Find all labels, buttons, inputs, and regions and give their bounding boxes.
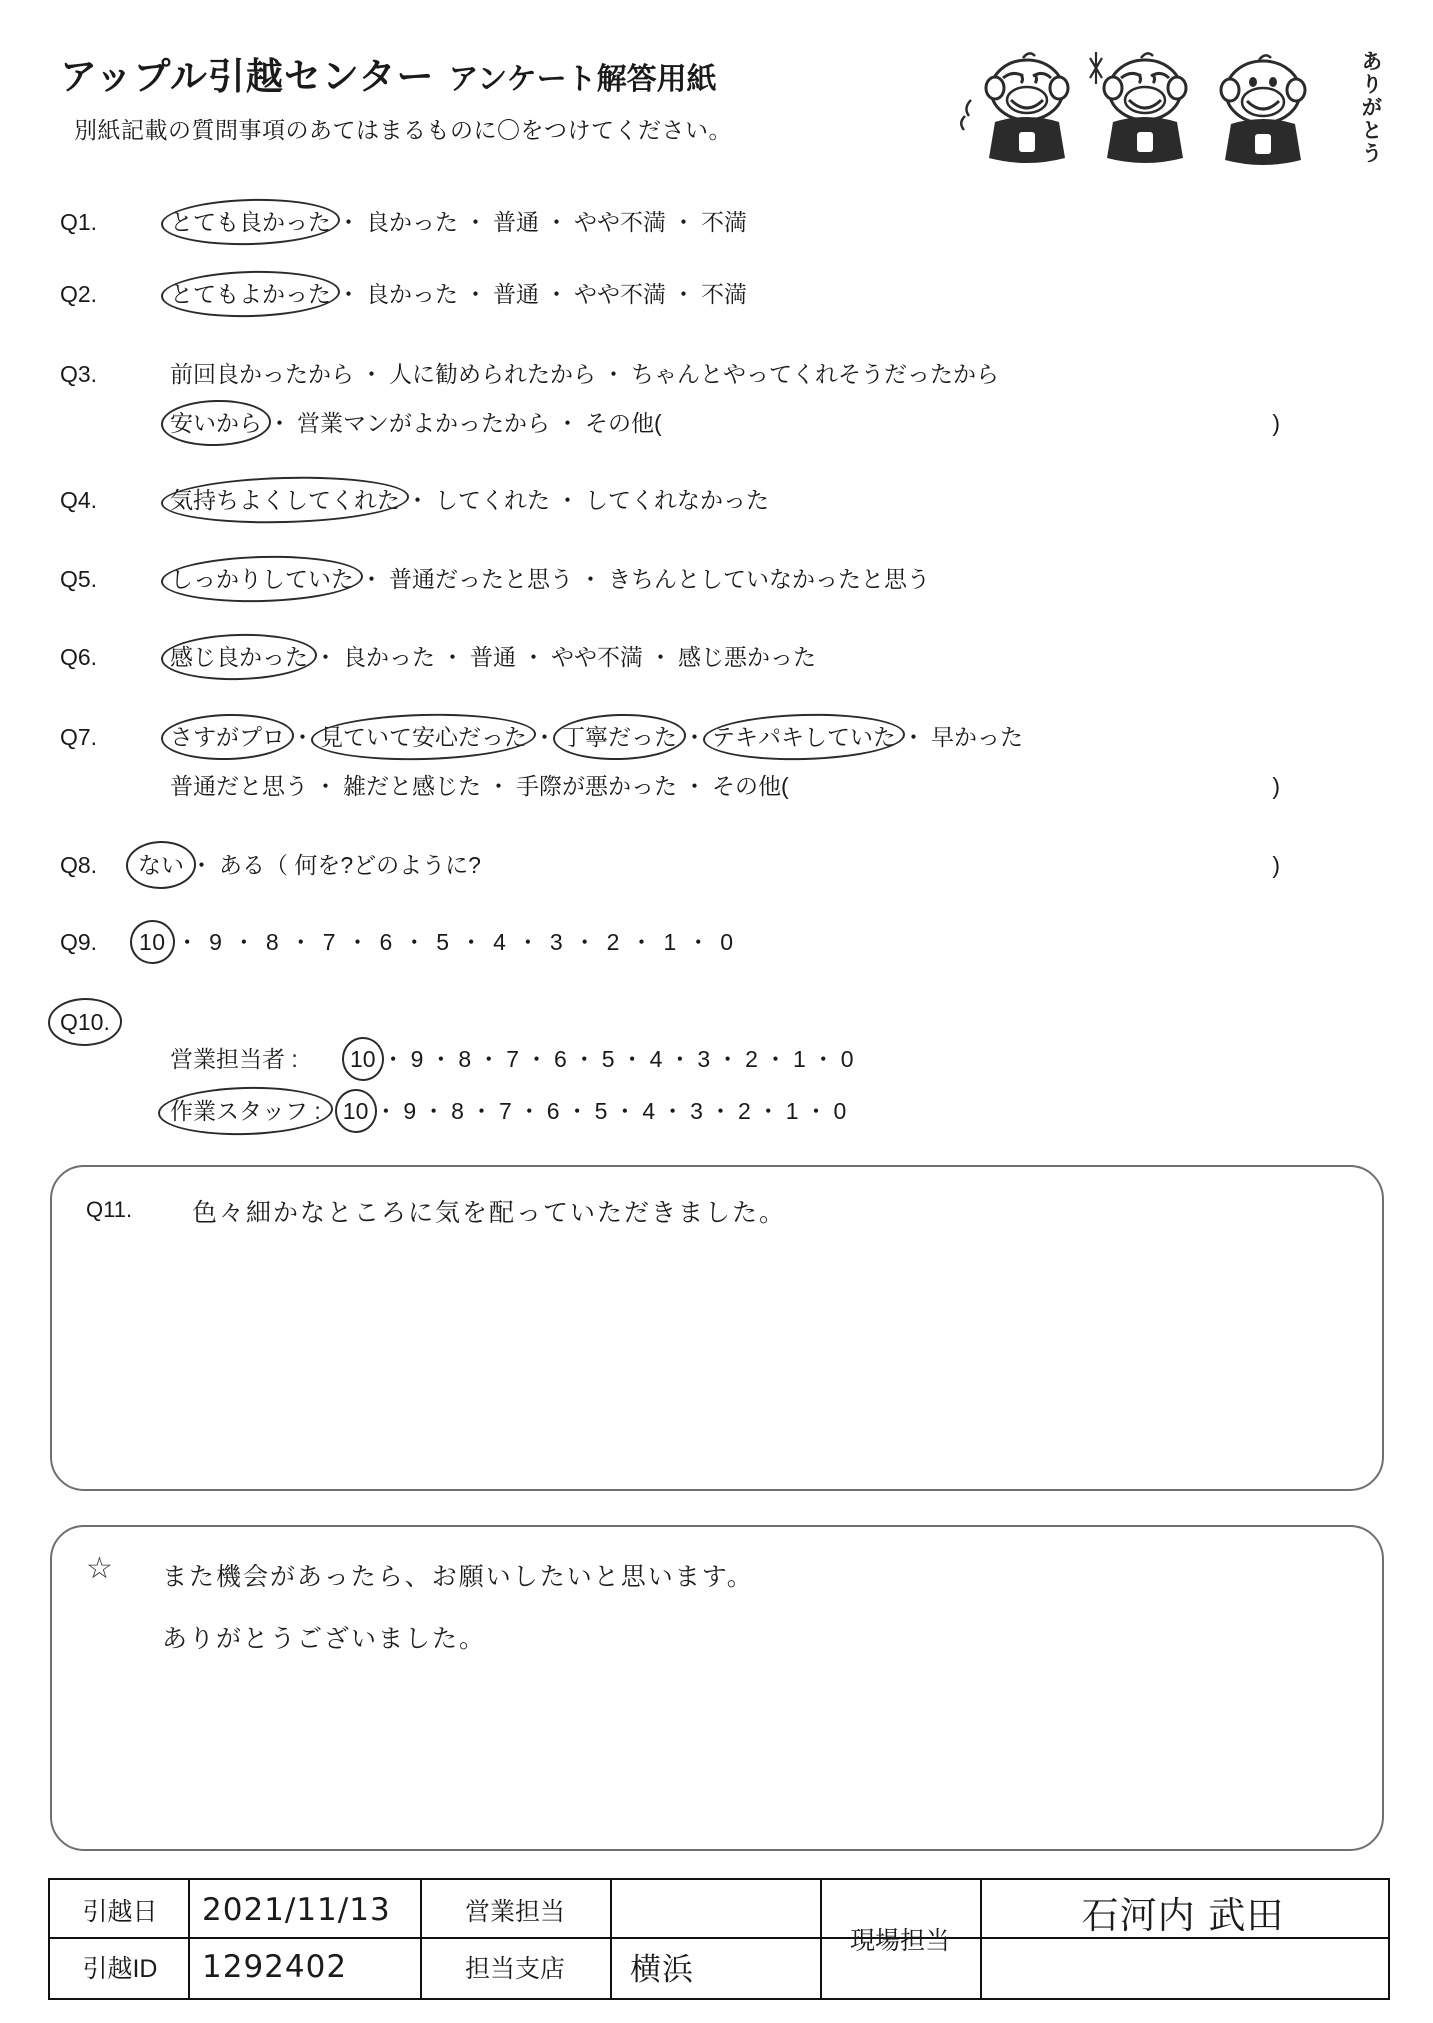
q5-label: Q5. [60, 566, 98, 592]
free-comment-box[interactable] [50, 1525, 1384, 1851]
q9-value-0[interactable]: 0 [720, 929, 734, 955]
q10-staff-value-4[interactable]: 4 [642, 1098, 656, 1124]
q2-option-0[interactable]: とてもよかった [170, 277, 331, 312]
q2-option-3[interactable]: やや不満 [574, 281, 666, 307]
page-header [60, 46, 960, 145]
q1-option-2[interactable]: 普通 [493, 209, 539, 235]
q10-sales-value-8[interactable]: 8 [458, 1045, 472, 1072]
company-name: アップル引越センター [60, 56, 435, 97]
q10-staff-value-5[interactable]: 5 [594, 1098, 608, 1124]
q10-staff-value-2[interactable]: 2 [737, 1098, 751, 1124]
footer-divider-3 [610, 1880, 612, 1998]
footer-label-sales-rep: 営業担当 [464, 1897, 565, 1926]
q3-other-close-paren: ) [1272, 409, 1280, 436]
q10-staff-label: 作業スタッフ : [170, 1094, 321, 1129]
q10-staff-value-7[interactable]: 7 [498, 1098, 512, 1124]
page-title [60, 46, 960, 100]
question-q6 [60, 640, 1380, 675]
q7-option-6[interactable]: 雑だと感じた [343, 772, 481, 799]
q9-value-9[interactable]: 9 [209, 929, 223, 955]
monkey-mascots-icon [957, 44, 1387, 174]
q7-option-4[interactable]: 早かった [931, 724, 1023, 750]
free-comment-line-1: また機会があったら、お願いしたいと思います。 [162, 1562, 754, 1591]
q1-option-1[interactable]: 良かった [366, 209, 458, 235]
q3-option-1[interactable]: 人に勧められたから [389, 361, 596, 387]
q3-options-line1: 前回良かったから ・ 人に勧められたから ・ ちゃんとやってくれそうだったから [170, 361, 999, 387]
star-icon: ☆ [86, 1552, 113, 1585]
q3-options-line2: 安いから ・ 営業マンがよかったから ・ その他( ) [170, 406, 1380, 441]
question-q8 [60, 848, 1380, 883]
q7-option-5[interactable]: 普通だと思う [170, 772, 308, 799]
q10-sales-value-1[interactable]: 1 [792, 1045, 806, 1072]
q2-label: Q2. [60, 281, 98, 307]
q3-option-3[interactable]: 安いから [170, 406, 262, 441]
q10-staff-value-0[interactable]: 0 [833, 1098, 847, 1124]
footer-divider-1 [188, 1880, 190, 1998]
monkey-icon-2 [1104, 53, 1186, 163]
footer-value-move-id[interactable]: 1292402 [202, 1948, 348, 1985]
q6-option-0[interactable]: 感じ良かった [170, 640, 308, 675]
q9-value-7[interactable]: 7 [322, 929, 336, 955]
q10-sales-value-0[interactable]: 0 [840, 1045, 854, 1072]
q8-close-paren: ) [1272, 852, 1280, 878]
question-q5 [60, 562, 1380, 597]
q2-options: とてもよかった ・ 良かった ・ 普通 ・ やや不満 ・ 不満 [170, 277, 1380, 312]
q7-options-line2: 普通だと思う ・ 雑だと感じた ・ 手際が悪かった ・ その他( ) [170, 769, 1380, 804]
q10-sales-label: 営業担当者 : [170, 1045, 298, 1072]
q5-option-0[interactable]: しっかりしていた [170, 562, 354, 597]
mascot-illustration [957, 44, 1387, 174]
q9-value-2[interactable]: 2 [606, 929, 620, 955]
q4-option-2[interactable]: してくれなかった [585, 487, 769, 513]
question-q7 [60, 720, 1380, 803]
q9-value-3[interactable]: 3 [549, 929, 564, 955]
q6-options: 感じ良かった ・ 良かった ・ 普通 ・ やや不満 ・ 感じ悪かった [170, 640, 1380, 675]
footer-value-branch[interactable]: 横浜 [630, 1952, 694, 1988]
footer-label-branch: 担当支店 [464, 1954, 565, 1983]
question-q10 [60, 1005, 1380, 1129]
footer-value-sales-rep[interactable] [622, 1882, 818, 1937]
q5-options: しっかりしていた ・ 普通だったと思う ・ きちんとしていなかったと思う [170, 562, 1380, 597]
q3-option-2[interactable]: ちゃんとやってくれそうだったから [631, 361, 999, 387]
footer-value-site-rep[interactable]: 石河内 武田 [1081, 1894, 1285, 1937]
q10-row-sales: 営業担当者 : 10 ・ 9 ・ 8 ・ 7 ・ 6 ・ 5 ・ 4 ・ 3 ・ 2 ・ 1 ・ 0 [170, 1042, 1380, 1077]
q1-option-0[interactable]: とても良かった [170, 205, 331, 240]
footer-value-move-date[interactable]: 2021/11/13 [202, 1891, 391, 1928]
q8-options: ない ・ ある（ 何を?どのように? ) [138, 848, 1380, 883]
footer-label-site-rep: 現場担当 [849, 1926, 950, 1955]
q7-other-close-paren: ) [1272, 772, 1280, 799]
q10-sales-value-2[interactable]: 2 [745, 1045, 758, 1072]
q9-value-4[interactable]: 4 [493, 929, 507, 955]
q10-staff-value-6[interactable]: 6 [546, 1098, 560, 1124]
q4-options: 気持ちよくしてくれた ・ してくれた ・ してくれなかった [170, 483, 1380, 518]
q10-sales-value-6[interactable]: 6 [553, 1045, 567, 1072]
q10-sales-value-5[interactable]: 5 [601, 1045, 615, 1072]
q8-option-none[interactable]: ない [138, 848, 184, 883]
q7-label: Q7. [60, 724, 98, 750]
q3-option-4[interactable]: 営業マンがよかったから [297, 409, 550, 436]
q9-scale: 10 ・ 9 ・ 8 ・ 7 ・ 6 ・ 5 ・ 4 ・ 3 ・ 2 ・ 1 ・ 0 [138, 925, 1380, 960]
q10-staff-value-9[interactable]: 9 [403, 1098, 417, 1124]
q9-value-1[interactable]: 1 [663, 929, 677, 955]
q3-option-0[interactable]: 前回良かったから [170, 361, 354, 387]
q7-option-1[interactable]: 見ていて安心だった [320, 720, 527, 755]
q2-option-2[interactable]: 普通 [493, 281, 539, 307]
q2-option-1[interactable]: 良かった [366, 281, 458, 307]
q10-staff-value-3[interactable]: 3 [690, 1098, 703, 1124]
question-q1 [60, 205, 1380, 240]
q7-options-line1: さすがプロ ・ 見ていて安心だった ・ 丁寧だった ・ テキパキしていた ・ 早かった [170, 720, 1380, 755]
q9-value-10[interactable]: 10 [138, 925, 167, 960]
q4-option-0[interactable]: 気持ちよくしてくれた [170, 483, 400, 518]
q9-value-6[interactable]: 6 [379, 929, 393, 955]
q6-label: Q6. [60, 644, 98, 670]
q6-option-1[interactable]: 良かった [343, 644, 435, 670]
q1-option-4[interactable]: 不満 [701, 209, 747, 235]
q10-sales-value-7[interactable]: 7 [506, 1045, 519, 1072]
q1-option-3[interactable]: やや不満 [574, 209, 666, 235]
q10-sales-value-4[interactable]: 4 [649, 1045, 663, 1072]
instruction-text: 別紙記載の質問事項のあてはまるものに〇をつけてください。 [74, 117, 732, 143]
form-name: アンケート解答用紙 [448, 63, 717, 96]
q3-option-other[interactable]: その他( [585, 409, 662, 436]
question-q2 [60, 277, 1380, 312]
free-comment-line-2: ありがとうございました。 [162, 1624, 487, 1653]
q1-label: Q1. [60, 209, 98, 235]
question-q3 [60, 357, 1380, 440]
q11-comment-box[interactable] [50, 1165, 1384, 1491]
q9-value-8[interactable]: 8 [265, 929, 280, 955]
q3-label: Q3. [60, 361, 98, 387]
q10-staff-value-8[interactable]: 8 [451, 1098, 464, 1124]
q10-sales-value-3[interactable]: 3 [697, 1045, 711, 1072]
q9-label: Q9. [60, 929, 98, 955]
q8-label: Q8. [60, 852, 98, 878]
q7-option-7[interactable]: 手際が悪かった [516, 772, 677, 799]
q8-option-yes[interactable]: ある（ 何を?どのように? [219, 852, 481, 878]
q5-option-2[interactable]: きちんとしていなかったと思う [608, 566, 930, 592]
q6-option-2[interactable]: 普通 [470, 644, 516, 670]
q10-staff-value-1[interactable]: 1 [785, 1098, 799, 1124]
q9-value-5[interactable]: 5 [436, 929, 450, 955]
q2-option-4[interactable]: 不満 [701, 281, 747, 307]
q4-option-1[interactable]: してくれた [435, 487, 550, 513]
monkey-icon-1 [986, 53, 1068, 163]
question-q9 [60, 925, 1380, 960]
q7-option-0[interactable]: さすがプロ [170, 720, 285, 755]
q7-option-3[interactable]: テキパキしていた [712, 720, 896, 755]
monkey-icon-3 [1221, 55, 1305, 165]
footer-table [48, 1878, 1390, 2000]
question-q4 [60, 483, 1380, 518]
q10-staff-value-10[interactable]: 10 [343, 1094, 369, 1129]
footer-label-move-date: 引越日 [82, 1897, 158, 1926]
q4-label: Q4. [60, 487, 98, 513]
q10-sales-value-10[interactable]: 10 [350, 1042, 376, 1077]
thanks-text: ありがとう [1359, 50, 1382, 165]
q10-label: Q10. [60, 1005, 110, 1040]
q7-option-2[interactable]: 丁寧だった [562, 720, 677, 755]
q6-option-3[interactable]: やや不満 [551, 644, 643, 670]
q7-option-other[interactable]: その他( [712, 772, 789, 799]
q1-options: とても良かった ・ 良かった ・ 普通 ・ やや不満 ・ 不満 [170, 205, 1380, 240]
q11-label: Q11. [86, 1197, 133, 1222]
footer-label-move-id: 引越ID [82, 1954, 158, 1983]
q11-handwritten-answer: 色々細かなところに気を配っていただきました。 [192, 1198, 787, 1227]
q10-row-staff: 作業スタッフ : 10 ・ 9 ・ 8 ・ 7 ・ 6 ・ 5 ・ 4 ・ 3 ・ 2 ・ 1 ・ 0 [170, 1094, 1380, 1129]
q6-option-4[interactable]: 感じ悪かった [678, 644, 816, 670]
q10-sales-value-9[interactable]: 9 [410, 1045, 424, 1072]
q5-option-1[interactable]: 普通だったと思う [389, 566, 573, 592]
